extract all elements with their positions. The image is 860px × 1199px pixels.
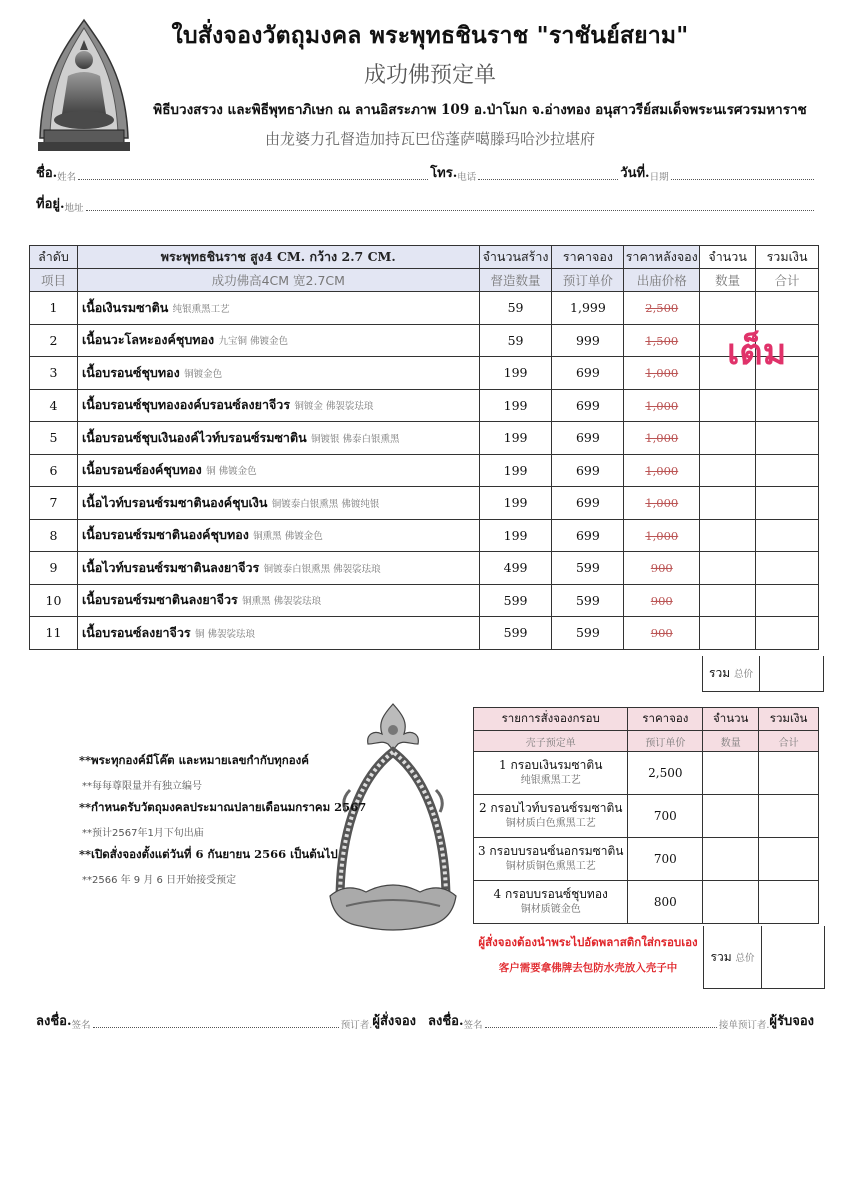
frame-total-input[interactable] xyxy=(759,838,819,881)
name-label-cn: 姓名 xyxy=(57,172,77,183)
frame-item-header-cn: 壳子预定单 xyxy=(474,731,628,752)
frame-order-table xyxy=(473,707,819,924)
item-name-cn: 铜镀泰白银熏黑 佛镀纯银 xyxy=(271,498,380,510)
made-quantity: 199 xyxy=(479,389,552,422)
col-qty-header-cn: 数量 xyxy=(700,269,756,292)
col-after-header: ราคาหลังจอง xyxy=(624,246,700,269)
date-label: วันที่. xyxy=(620,166,650,181)
after-price: 1,000 xyxy=(645,398,679,413)
tel-label-cn: 电话 xyxy=(457,172,477,183)
after-price-cell xyxy=(624,357,700,390)
receiver-role-cn: 接单预订者. xyxy=(718,1020,770,1031)
frame-total-input[interactable] xyxy=(759,795,819,838)
name-field[interactable] xyxy=(78,169,428,180)
item-name-th: เนื้อไวท์บรอนซ์รมซาตินลงยาจีวร xyxy=(81,559,260,575)
item-name-cell xyxy=(77,324,479,357)
reserve-price: 699 xyxy=(552,422,624,455)
total-input[interactable] xyxy=(756,552,819,585)
reserve-price: 599 xyxy=(552,617,624,650)
item-name-cell xyxy=(77,519,479,552)
frame-price-header: ราคาจอง xyxy=(628,708,703,731)
after-price: 900 xyxy=(650,593,673,608)
sold-out-stamp: เต็ม xyxy=(727,332,787,373)
total-input[interactable] xyxy=(756,389,819,422)
made-quantity: 599 xyxy=(479,584,552,617)
maker-line: 由龙婆力孔督造加持瓦巴岱蓬萨噶滕玛哈沙拉堪府 xyxy=(264,130,595,148)
reserve-price: 599 xyxy=(552,552,624,585)
frame-sum-label-cn: 总价 xyxy=(735,952,755,964)
col-total-header: รวมเงิน xyxy=(756,246,819,269)
orderer-role: ผู้สั่งจอง xyxy=(372,1014,416,1029)
frame-name-cell xyxy=(474,795,628,838)
item-name-cell xyxy=(77,617,479,650)
address-label-cn: 地址 xyxy=(64,203,84,214)
frame-total-header: รวมเงิน xyxy=(759,708,819,731)
after-price: 900 xyxy=(650,626,673,641)
reserve-price: 699 xyxy=(552,357,624,390)
frame-price-header-cn: 预订单价 xyxy=(628,731,703,752)
item-name-cn: 铜镀泰白银熏黑 佛袈裟珐琅 xyxy=(263,563,381,575)
made-quantity: 199 xyxy=(479,519,552,552)
note-line: **กำหนดรับวัตถุมงคลประมาณปลายเดือนมกราคม 2567 xyxy=(79,800,367,814)
row-number: 5 xyxy=(30,422,78,455)
frame-name-cn: 纯银熏黑工艺 xyxy=(520,775,581,786)
qty-input[interactable] xyxy=(700,389,756,422)
after-price: 1,000 xyxy=(645,496,679,511)
item-name-th: เนื้อบรอนซ์รมซาตินองค์ชุบทอง xyxy=(81,527,249,543)
note-line: **เปิดสั่งจองตั้งแต่วันที่ 6 กันยายน 2566 เป็นต้นไป xyxy=(79,847,338,861)
table-row xyxy=(30,552,819,585)
reserve-price: 999 xyxy=(552,324,624,357)
frame-sum-input[interactable] xyxy=(762,926,825,989)
row-number: 4 xyxy=(30,389,78,422)
table-row xyxy=(30,454,819,487)
item-name-cn: 铜镀金 佛袈裟珐琅 xyxy=(294,401,374,413)
reserve-price: 699 xyxy=(552,487,624,520)
frame-row xyxy=(474,881,819,924)
receiver-sign-field[interactable] xyxy=(485,1017,717,1028)
address-label: ที่อยู่. xyxy=(36,197,65,212)
item-name-th: เนื้อนวะโลหะองค์ชุบทอง xyxy=(81,332,215,348)
table-row xyxy=(30,422,819,455)
item-name-th: เนื้อบรอนซ์ชุบทององค์บรอนซ์ลงยาจีวร xyxy=(81,397,291,413)
item-name-th: เนื้อบรอนซ์องค์ชุบทอง xyxy=(81,462,202,478)
frame-qty-input[interactable] xyxy=(703,838,759,881)
row-number: 7 xyxy=(30,487,78,520)
date-label-cn: 日期 xyxy=(649,172,669,183)
frame-name-cell xyxy=(474,881,628,924)
made-quantity: 59 xyxy=(479,292,552,325)
after-price: 900 xyxy=(650,561,673,576)
frame-name-th: 2 กรอบไวท์บรอนซ์รมซาติน xyxy=(478,801,623,815)
item-name-th: เนื้อบรอนซ์รมซาตินลงยาจีวร xyxy=(81,592,238,608)
item-name-th: เนื้อเงินรมซาติน xyxy=(81,299,169,315)
main-sum-label-cn: 总价 xyxy=(733,669,753,680)
after-price-cell xyxy=(624,389,700,422)
item-name-cn: 铜 佛袈裟珐琅 xyxy=(194,628,256,640)
item-name-cn: 纯银熏黑工艺 xyxy=(172,303,230,315)
item-name-th: เนื้อบรอนซ์ชุบทอง xyxy=(81,364,180,380)
after-price-cell xyxy=(624,292,700,325)
frame-name-cn: 铜材质铜色熏黑工艺 xyxy=(505,861,596,872)
page-title-chinese: 成功佛预定单 xyxy=(363,63,496,88)
table-row xyxy=(30,519,819,552)
after-price-cell xyxy=(624,324,700,357)
total-input[interactable] xyxy=(756,422,819,455)
made-quantity: 199 xyxy=(479,422,552,455)
after-price: 1,000 xyxy=(645,528,679,543)
orderer-sign-field[interactable] xyxy=(93,1017,339,1028)
receiver-sign-label-cn: 签名 xyxy=(463,1020,483,1031)
table-row xyxy=(30,357,819,390)
total-input[interactable] xyxy=(756,487,819,520)
item-name-cell xyxy=(77,584,479,617)
orderer-signature xyxy=(36,1010,416,1031)
qty-input[interactable] xyxy=(700,552,756,585)
frame-sum-label: รวม xyxy=(710,949,732,964)
address-field[interactable] xyxy=(86,200,814,211)
table-row xyxy=(30,292,819,325)
orderer-sign-label: ลงชื่อ. xyxy=(36,1014,72,1029)
receiver-role: ผู้รับจอง xyxy=(769,1014,814,1029)
note-line: **2566 年 9 月 6 日开始接受预定 xyxy=(82,875,237,886)
row-number: 11 xyxy=(30,617,78,650)
after-price-cell xyxy=(624,519,700,552)
col-made-header: จำนวนสร้าง xyxy=(479,246,552,269)
table-row xyxy=(30,324,819,357)
name-label: ชื่อ. xyxy=(36,166,58,181)
frame-item-header: รายการสั่งจองกรอบ xyxy=(474,708,628,731)
after-price: 1,500 xyxy=(645,333,679,348)
after-price-cell xyxy=(624,552,700,585)
table-row xyxy=(30,584,819,617)
frame-row xyxy=(474,795,819,838)
frame-total-input[interactable] xyxy=(759,752,819,795)
receiver-signature xyxy=(428,1010,814,1031)
made-quantity: 59 xyxy=(479,324,552,357)
item-name-cell xyxy=(77,487,479,520)
item-name-th: เนื้อบรอนซ์ชุบเงินองค์ไวท์บรอนซ์รมซาติน xyxy=(81,429,307,445)
item-name-cn: 铜熏黑 佛镀金色 xyxy=(253,531,323,543)
qty-input[interactable] xyxy=(700,454,756,487)
frame-total-input[interactable] xyxy=(759,881,819,924)
frame-name-cell xyxy=(474,752,628,795)
frame-qty-header: จำนวน xyxy=(703,708,759,731)
qty-input[interactable] xyxy=(700,584,756,617)
after-price: 1,000 xyxy=(645,366,679,381)
frame-total-row xyxy=(703,926,825,989)
item-name-cn: 铜熏黑 佛袈裟珐琅 xyxy=(242,596,322,608)
reserve-price: 699 xyxy=(552,389,624,422)
col-made-header-cn: 督造数量 xyxy=(479,269,552,292)
item-name-cell xyxy=(77,552,479,585)
main-sum-label-cell xyxy=(703,656,760,692)
frame-name-th: 1 กรอบเงินรมซาติน xyxy=(499,758,603,772)
item-name-cell xyxy=(77,422,479,455)
col-no-header-cn: 项目 xyxy=(30,269,78,292)
made-quantity: 199 xyxy=(479,454,552,487)
tel-field[interactable] xyxy=(478,169,618,180)
buddha-statue-image xyxy=(34,18,134,153)
col-price-header: ราคาจอง xyxy=(552,246,624,269)
total-input[interactable] xyxy=(756,292,819,325)
item-name-cn: 铜镀银 佛泰白银熏黑 xyxy=(310,433,400,445)
receiver-sign-label: ลงชื่อ. xyxy=(428,1014,464,1029)
main-sum-label: รวม xyxy=(709,666,731,680)
frame-name-cn: 铜材质镀金色 xyxy=(520,904,581,915)
after-price-cell xyxy=(624,584,700,617)
col-item-header-cn: 成功佛高4CM 宽2.7CM xyxy=(77,269,479,292)
after-price: 1,000 xyxy=(645,431,679,446)
note-line: **พระทุกองค์มีโค๊ต และหมายเลขกำกับทุกองค์ xyxy=(79,753,309,767)
row-number: 2 xyxy=(30,324,78,357)
main-total-row xyxy=(702,656,824,692)
main-sum-input[interactable] xyxy=(760,656,824,692)
item-name-cell xyxy=(77,292,479,325)
row-number: 8 xyxy=(30,519,78,552)
frame-qty-input[interactable] xyxy=(703,752,759,795)
item-name-cell xyxy=(77,389,479,422)
date-field[interactable] xyxy=(671,169,814,180)
qty-input[interactable] xyxy=(700,487,756,520)
qty-input[interactable] xyxy=(700,422,756,455)
total-input[interactable] xyxy=(756,584,819,617)
col-no-header: ลำดับ xyxy=(30,246,78,269)
customer-info-row xyxy=(36,162,816,183)
page-title: ใบสั่งจองวัตถุมงคล พระพุทธชินราช "ราชันย์สยาม" xyxy=(171,22,689,49)
frame-price: 2,500 xyxy=(628,752,703,795)
after-price-cell xyxy=(624,487,700,520)
row-number: 3 xyxy=(30,357,78,390)
item-name-cn: 铜镀金色 xyxy=(184,368,223,380)
frame-qty-input[interactable] xyxy=(703,795,759,838)
col-price-header-cn: 预订单价 xyxy=(552,269,624,292)
made-quantity: 599 xyxy=(479,617,552,650)
item-name-th: เนื้อไวท์บรอนซ์รมซาตินองค์ชุบเงิน xyxy=(81,494,268,510)
item-name-th: เนื้อบรอนซ์ลงยาจีวร xyxy=(81,624,191,640)
after-price-cell xyxy=(624,422,700,455)
reserve-price: 599 xyxy=(552,584,624,617)
reserve-price: 1,999 xyxy=(552,292,624,325)
frame-notice-th: ผู้สั่งจองต้องนำพระไปอัดพลาสติกใส่กรอบเอง xyxy=(478,935,698,949)
frame-name-th: 4 กรอบบรอนซ์ชุบทอง xyxy=(493,887,608,901)
qty-input[interactable] xyxy=(700,617,756,650)
col-item-header: พระพุทธชินราช สูง4 CM. กว้าง 2.7 CM. xyxy=(77,246,479,269)
total-input[interactable] xyxy=(756,454,819,487)
frame-row xyxy=(474,838,819,881)
table-row xyxy=(30,617,819,650)
note-line: **每每尊限量并有独立编号 xyxy=(82,781,202,792)
frame-name-cell xyxy=(474,838,628,881)
after-price-cell xyxy=(624,617,700,650)
frame-qty-header-cn: 数量 xyxy=(703,731,759,752)
item-name-cell xyxy=(77,454,479,487)
row-number: 6 xyxy=(30,454,78,487)
tel-label: โทร. xyxy=(430,166,458,181)
frame-qty-input[interactable] xyxy=(703,881,759,924)
item-name-cn: 铜 佛镀金色 xyxy=(206,466,257,478)
orderer-sign-label-cn: 签名 xyxy=(71,1020,91,1031)
address-row xyxy=(36,193,816,214)
after-price: 2,500 xyxy=(645,301,679,316)
table-row xyxy=(30,389,819,422)
row-number: 9 xyxy=(30,552,78,585)
frame-row xyxy=(474,752,819,795)
after-price-cell xyxy=(624,454,700,487)
total-input[interactable] xyxy=(756,519,819,552)
frame-name-th: 3 กรอบบรอนซ์นอกรมซาติน xyxy=(477,844,624,858)
frame-total-header-cn: 合计 xyxy=(759,731,819,752)
reserve-price: 699 xyxy=(552,519,624,552)
frame-sum-label-cell xyxy=(704,926,762,989)
note-line: **预计2567年1月下旬出庙 xyxy=(82,828,204,839)
total-input[interactable] xyxy=(756,617,819,650)
ceremony-place: พิธีบวงสรวง และพิธีพุทธาภิเษก ณ ลานอิสระภาพ 109 อ.ป่าโมก จ.อ่างทอง อนุสาวรีย์สมเด็จพระนเรศวรมหาราช xyxy=(153,102,807,118)
orderer-role-cn: 预订者. xyxy=(340,1020,373,1031)
item-name-cn: 九宝铜 佛镀金色 xyxy=(218,336,288,348)
amulet-order-table xyxy=(29,245,819,650)
item-name-cell xyxy=(77,357,479,390)
made-quantity: 199 xyxy=(479,487,552,520)
col-qty-header: จำนวน xyxy=(700,246,756,269)
qty-input[interactable] xyxy=(700,519,756,552)
made-quantity: 499 xyxy=(479,552,552,585)
row-number: 1 xyxy=(30,292,78,325)
frame-price: 700 xyxy=(628,838,703,881)
row-number: 10 xyxy=(30,584,78,617)
col-total-header-cn: 合计 xyxy=(756,269,819,292)
made-quantity: 199 xyxy=(479,357,552,390)
reserve-price: 699 xyxy=(552,454,624,487)
notes-block xyxy=(79,752,369,893)
qty-input[interactable] xyxy=(700,292,756,325)
frame-price: 800 xyxy=(628,881,703,924)
frame-name-cn: 铜材质白色熏黑工艺 xyxy=(505,818,596,829)
frame-notice-cn: 客户需要拿佛牌去包防水壳放入壳子中 xyxy=(498,962,678,974)
table-row xyxy=(30,487,819,520)
frame-price: 700 xyxy=(628,795,703,838)
after-price: 1,000 xyxy=(645,463,679,478)
col-after-header-cn: 出庙价格 xyxy=(624,269,700,292)
